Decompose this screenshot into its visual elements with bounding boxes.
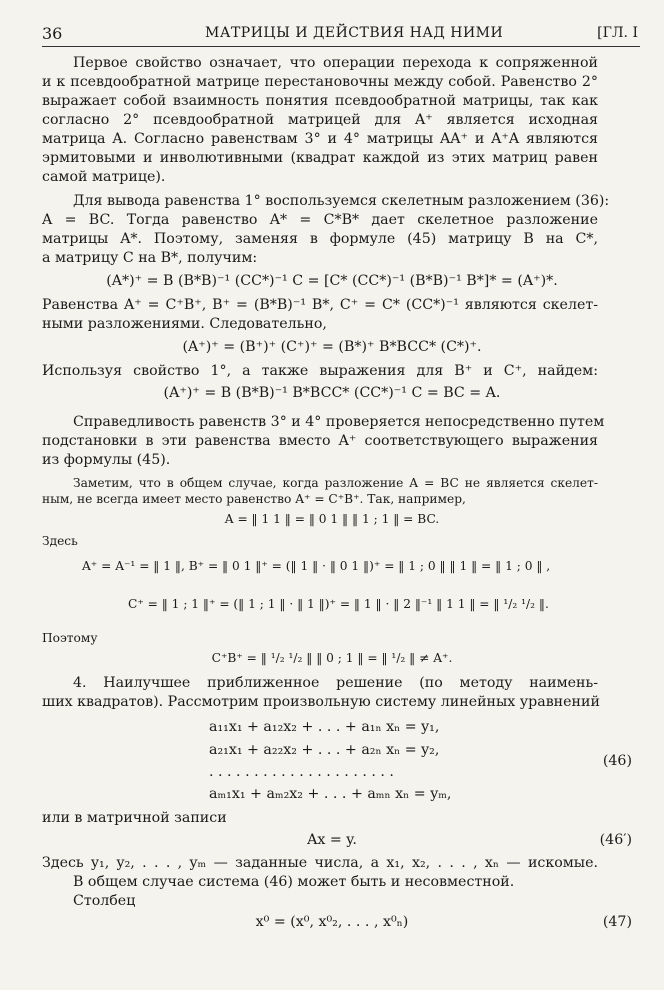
text-line-p3l2: ными разложениями. Следовательно, xyxy=(42,316,327,332)
text-line-p5l2: подстановки в эти равенства вместо A⁺ соответствующего выражения xyxy=(42,433,598,449)
text-line-p2l4: а матрицу C на B*, получим: xyxy=(42,250,258,266)
text-line-sf3: C⁺ = ‖ 1 ; 1 ‖⁺ = (‖ 1 ; 1 ‖ · ‖ 1 ‖)⁺ = ‖ 1 ‖ · ‖ 2 ‖⁻¹ ‖ 1 1 ‖ = ‖ ¹/₂ ¹/₂ ‖. xyxy=(128,597,549,611)
text-line-sf4: C⁺B⁺ = ‖ ¹/₂ ¹/₂ ‖ ‖ 0 ; 1 ‖ = ‖ ¹/₂ ‖ ≠ A⁺. xyxy=(211,651,453,665)
text-line-p1l2: и к псевдообратной матрице перестановочны между собой. Равенство 2° xyxy=(42,74,598,90)
header-rule xyxy=(42,46,640,47)
text-line-s2: Здесь xyxy=(42,534,78,548)
text-line-p4l1: Используя свойство 1°, а также выражения для B⁺ и C⁺, найдем: xyxy=(42,363,598,379)
running-title: МАТРИЦЫ И ДЕЙСТВИЯ НАД НИМИ xyxy=(205,25,504,41)
text-line-p1l4: согласно 2° псевдообратной матрицей для A⁺ является исходная xyxy=(42,112,598,128)
text-line-s3: Поэтому xyxy=(42,631,98,645)
equation-number-eq46: (46) xyxy=(602,753,632,769)
text-line-sys2: a₂₁x₁ + a₂₂x₂ + . . . + a₂ₙ xₙ = y₂, xyxy=(209,742,440,758)
text-line-p8l2: В общем случае система (46) может быть и несовместной. xyxy=(73,874,515,890)
text-line-sf1: A = ‖ 1 1 ‖ = ‖ 0 1 ‖ ‖ 1 ; 1 ‖ = BC. xyxy=(224,512,440,526)
text-line-p2l2: A = BC. Тогда равенство A* = C*B* дает скелетное разложение xyxy=(42,212,598,228)
equation-number-eq47: (47) xyxy=(602,914,632,930)
text-line-p8l3: Столбец xyxy=(73,893,136,909)
text-line-p2l3: матрицы A*. Поэтому, заменяя в формуле (45) матрицу B на C*, xyxy=(42,231,598,247)
text-line-p1l7: самой матрице). xyxy=(42,169,166,185)
text-line-p2l1: Для вывода равенства 1° воспользуемся скелетным разложением (36): xyxy=(73,193,610,209)
text-line-sys1: a₁₁x₁ + a₁₂x₂ + . . . + a₁ₙ xₙ = y₁, xyxy=(209,719,440,735)
text-line-p5l1: Справедливость равенств 3° и 4° проверяется непосредственно путем xyxy=(73,414,605,430)
text-line-f2: (A⁺)⁺ = (B⁺)⁺ (C⁺)⁺ = (B*)⁺ B*BCC* (C*)⁺. xyxy=(182,339,482,355)
text-line-f3: (A⁺)⁺ = B (B*B)⁻¹ B*BCC* (CC*)⁻¹ C = BC = A. xyxy=(163,385,501,401)
text-line-p7: или в матричной записи xyxy=(42,810,227,826)
text-line-s1l2: ным, не всегда имеет место равенство A⁺ = C⁺B⁺. Так, например, xyxy=(42,492,466,506)
text-line-p3l1: Равенства A⁺ = C⁺B⁺, B⁺ = (B*B)⁻¹ B*, C⁺ = C* (CC*)⁻¹ являются скелет- xyxy=(42,297,598,313)
text-line-f1: (A*)⁺ = B (B*B)⁻¹ (CC*)⁻¹ C = [C* (CC*)⁻¹ (B*B)⁻¹ B*]* = (A⁺)*. xyxy=(106,273,558,289)
text-line-s1l1: Заметим, что в общем случае, когда разложение A = BC не является скелет- xyxy=(73,476,598,490)
text-line-f6: x⁰ = (x⁰, x⁰₂, . . . , x⁰ₙ) xyxy=(255,914,409,930)
equation-number-eq46p: (46′) xyxy=(599,832,632,848)
text-line-p1l3: выражает собой взаимность понятия псевдообратной матрицы, так как xyxy=(42,93,598,109)
text-line-p6l1: 4. Наилучшее приближенное решение (по методу наимень- xyxy=(73,675,598,691)
page-number: 36 xyxy=(42,24,63,43)
text-line-sys4: aₘ₁x₁ + aₘ₂x₂ + . . . + aₘₙ xₙ = yₘ, xyxy=(209,786,452,802)
text-line-sys3: . . . . . . . . . . . . . . . . . . . . . xyxy=(209,764,394,780)
text-line-f5: Ax = y. xyxy=(307,832,357,848)
text-line-p8l1: Здесь y₁, y₂, . . . , yₘ — заданные числа, а x₁, x₂, . . . , xₙ — искомые. xyxy=(42,855,598,871)
chapter-label: [ГЛ. I xyxy=(597,25,638,41)
text-line-p1l6: эрмитовыми и инволютивными (квадрат каждой из этих матриц равен xyxy=(42,150,598,166)
text-line-p1l1: Первое свойство означает, что операции перехода к сопряженной xyxy=(73,55,598,71)
text-line-p1l5: матрица A. Согласно равенствам 3° и 4° матрицы AA⁺ и A⁺A являются xyxy=(42,131,598,147)
text-line-p5l3: из формулы (45). xyxy=(42,452,171,468)
text-line-p6l2: ших квадратов). Рассмотрим произвольную систему линейных уравнений xyxy=(42,694,600,710)
text-line-sf2: A⁺ = A⁻¹ = ‖ 1 ‖, B⁺ = ‖ 0 1 ‖⁺ = (‖ 1 ‖ · ‖ 0 1 ‖)⁺ = ‖ 1 ; 0 ‖ ‖ 1 ‖ = ‖ 1 ; 0 ‖ , xyxy=(82,559,551,573)
